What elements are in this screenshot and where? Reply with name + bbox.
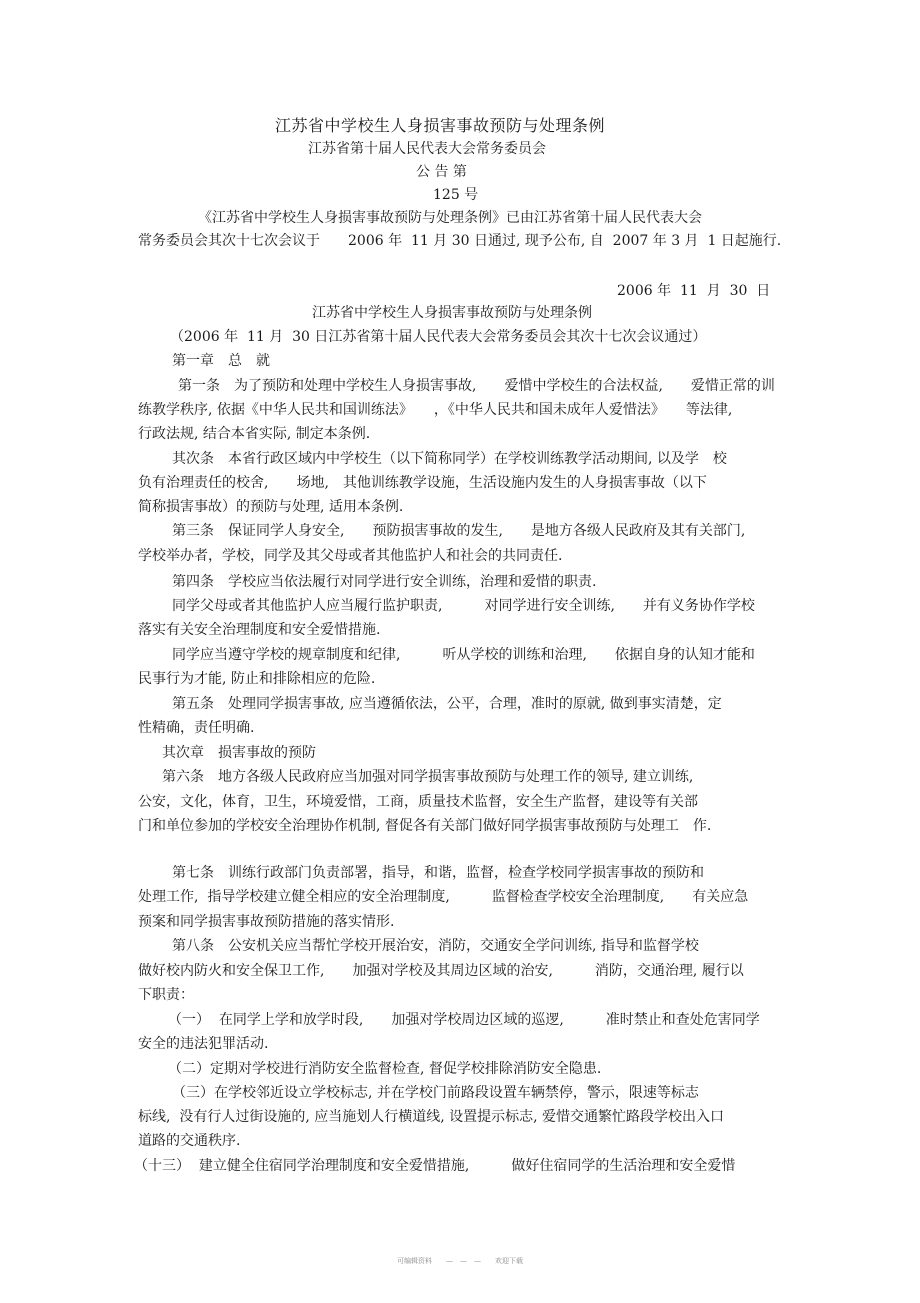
notice-label: 公 告 第 (416, 164, 467, 180)
preamble-line: 常务委员会其次十七次会议于 2006 年 11 月 30 日通过, 现予公布, 自 2007 年 3 月 1 日起施行. (138, 233, 782, 249)
text-line: （一） 在同学上学和放学时段, 加强对学校周边区域的巡逻, 准时禁止和查处危害同学 (168, 1012, 760, 1028)
notice-number: 125 号 (433, 187, 479, 203)
text-line: 第五条 处理同学损害事故, 应当遵循依法，公平，合理，准时的原就, 做到事实清楚，定 (172, 696, 722, 712)
chapter-heading: 第一章 总 就 (172, 353, 270, 369)
text-line: 民事行为才能, 防止和排除相应的危险. (138, 671, 376, 687)
text-line: 性精确，责任明确. (138, 720, 255, 736)
text-line: 练教学秩序, 依据《中华人民共和国训练法》 ，《中华人民共和国未成年人爱惜法》 等法律, (138, 402, 733, 418)
text-line: 第七条 训练行政部门负责部署，指导，和谐，监督，检查学校同学损害事故的预防和 (172, 865, 704, 881)
text-line: 学校举办者，学校，同学及其父母或者其他监护人和社会的共同责任. (138, 548, 563, 564)
text-line: 道路的交通秩序. (138, 1133, 241, 1149)
text-line: 负有治理责任的校舍, 场地, 其他训练教学设施，生活设施内发生的人身损害事故（以下 (138, 475, 707, 491)
text-line: 第八条 公安机关应当帮忙学校开展治安，消防，交通安全学问训练, 指导和监督学校 (172, 938, 699, 954)
text-line: 标线, 没有行人过街设施的, 应当施划人行横道线, 设置提示标志, 爱惜交通繁忙路段学校出入口 (138, 1109, 725, 1125)
chapter-heading: 其次章 损害事故的预防 (162, 745, 316, 761)
text-line: （三）在学校邻近设立学校标志, 并在学校门前路段设置车辆禁停，警示，限速等标志 (172, 1085, 699, 1101)
text-line: 行政法规, 结合本省实际, 制定本条例. (138, 426, 371, 442)
document-title: 江苏省中学校生人身损害事故预防与处理条例 (275, 116, 606, 135)
text-line: 处理工作, 指导学校建立健全相应的安全治理制度, 监督检查学校安全治理制度, 有关应急 (138, 889, 749, 905)
text-line: 公安，文化，体育，卫生，环境爱惜，工商，质量技术监督，安全生产监督，建设等有关部 (138, 794, 698, 810)
page-footer: 可编辑资料 — — — 欢迎下载 (397, 1257, 523, 1265)
subtitle: 江苏省中学校生人身损害事故预防与处理条例 (312, 305, 592, 321)
text-line: 同学应当遵守学校的规章制度和纪律, 听从学校的训练和治理, 依据自身的认知才能和 (172, 647, 755, 663)
text-line: 第四条 学校应当依法履行对同学进行安全训练，治理和爱惜的职责. (172, 574, 597, 590)
text-line: 下职责： (138, 987, 194, 1003)
text-line: 其次条 本省行政区域内中学校生（以下简称同学）在学校训练教学活动期间, 以及学 校 (172, 451, 727, 467)
text-line: 同学父母或者其他监护人应当履行监护职责, 对同学进行安全训练, 并有义务协作学校 (172, 598, 755, 614)
text-line: 第一条 为了预防和处理中学校生人身损害事故, 爱惜中学校生的合法权益, 爱惜正常的训 (178, 378, 775, 394)
text-line: 门和单位参加的学校安全治理协作机制, 督促各有关部门做好同学损害事故预防与处理工 作. (138, 818, 712, 834)
adopted-note: （2006 年 11 月 30 日江苏省第十届人民代表大会常务委员会其次十七次会议通过） (170, 329, 707, 345)
text-line: 做好校内防火和安全保卫工作, 加强对学校及其周边区域的治安, 消防，交通治理, 履行以 (138, 963, 744, 979)
text-line: 第六条 地方各级人民政府应当加强对同学损害事故预防与处理工作的领导, 建立训练, (162, 769, 694, 785)
text-line: （十三） 建立健全住宿同学治理制度和安全爱惜措施, 做好住宿同学的生活治理和安全爱惜 (134, 1158, 736, 1174)
text-line: 安全的违法犯罪活动. (138, 1036, 269, 1052)
text-line: 第三条 保证同学人身安全, 预防损害事故的发生, 是地方各级人民政府及其有关部门, (172, 523, 746, 539)
text-line: 落实有关安全治理制度和安全爱惜措施. (138, 622, 381, 638)
text-line: 简称损害事故）的预防与处理, 适用本条例. (138, 499, 404, 515)
preamble-line: 《江苏省中学校生人身损害事故预防与处理条例》已由江苏省第十届人民代表大会 (198, 210, 702, 226)
document-date: 2006 年 11 月 30 日 (617, 283, 771, 299)
text-line: （二）定期对学校进行消防安全监督检查, 督促学校排除消防安全隐患. (168, 1061, 602, 1077)
text-line: 预案和同学损害事故预防措施的落实情形. (138, 914, 395, 930)
issuer: 江苏省第十届人民代表大会常务委员会 (308, 141, 546, 157)
